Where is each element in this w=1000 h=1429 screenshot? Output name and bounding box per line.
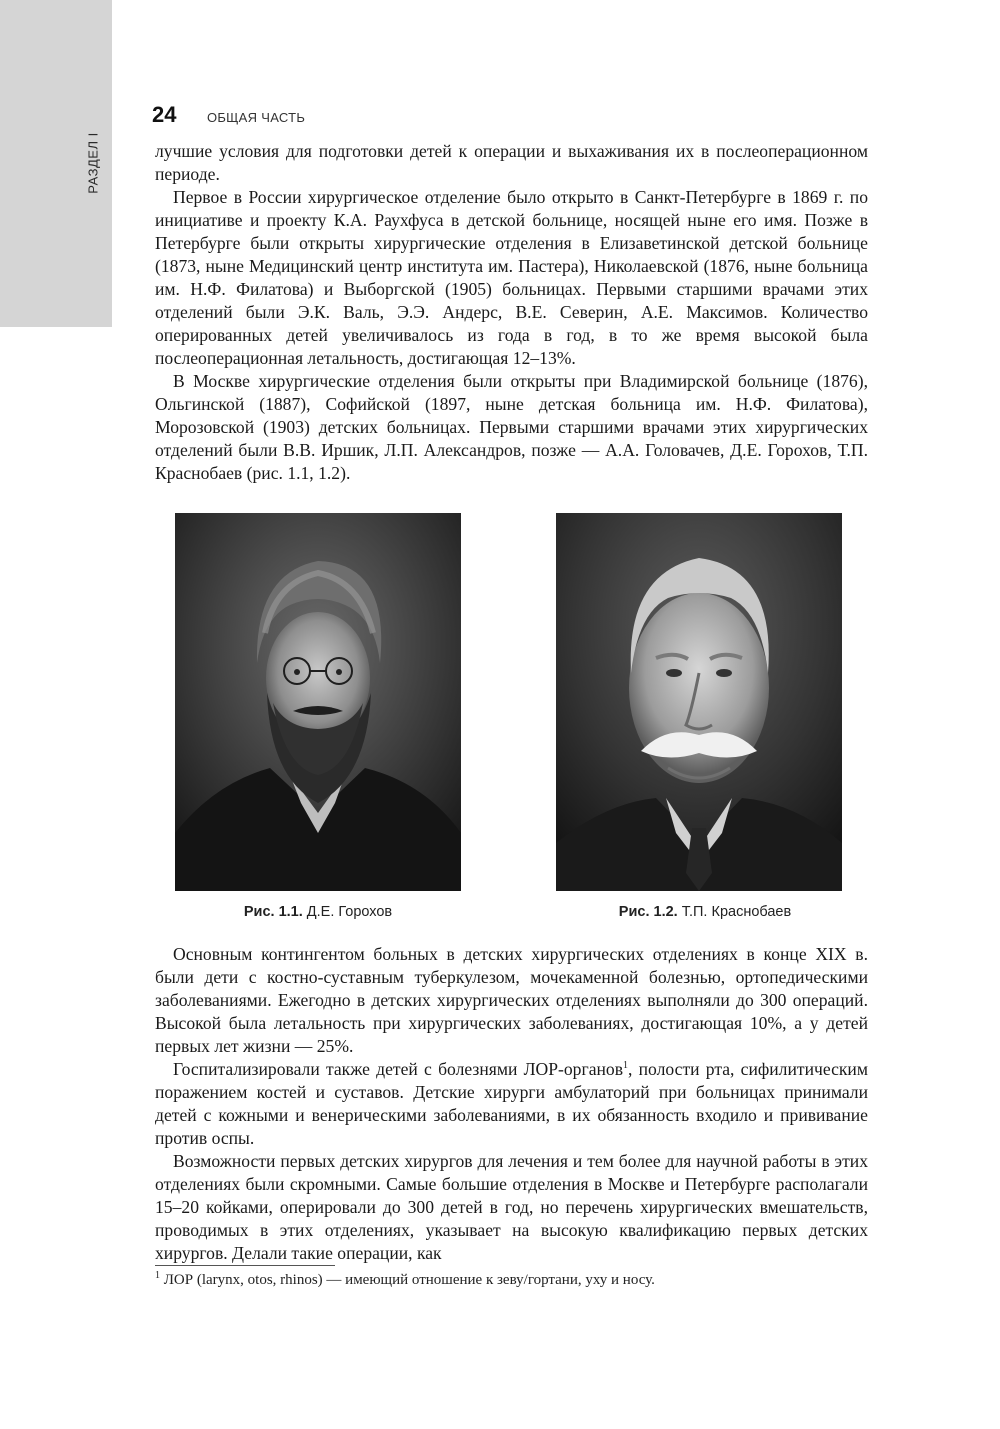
figure-1-caption bbox=[168, 904, 468, 920]
paragraph-part: Госпитализировали также детей с болезнями ЛОР-органов bbox=[173, 1059, 624, 1079]
paragraph: Основным контингентом больных в детских хирургических отделениях в конце XIX в. были дети с костно-суставным туберкулезом, мочекаменной болезнью, ортопедическими заболеваниями. Ежегодно в детских хирургических отделениях выполняли до 300 операций. Высокой была летальность при хирургических заболеваниях, достигающая 10%, а у детей первых лет жизни — 25%. bbox=[155, 944, 868, 1056]
footnote-ref: 1 bbox=[623, 1060, 629, 1072]
paragraph bbox=[155, 1058, 868, 1150]
figure-2-caption-text: Т.П. Краснобаев bbox=[681, 904, 792, 920]
running-title: ОБЩАЯ ЧАСТЬ bbox=[206, 110, 306, 125]
paragraph: Возможности первых детских хирургов для лечения и тем более для научной работы в этих отделениях были скромными. Самые большие отделения в Москве и Петербурге располагали 15–20 койками, оперировали до 300 детей в год, но перечень хирургических вмешательств, проводимых в этих отделениях, указывает на высокую квалификацию первых детских хирургов. Делали такие операции, как bbox=[155, 1151, 868, 1263]
figure-2-label: Рис. 1.2. bbox=[618, 904, 678, 920]
paragraph: Первое в России хирургическое отделение было открыто в Санкт-Петербурге в 1869 г. по инициативе и проекту К.А. Раухфуса в детской больнице, носящей ныне его имя. Позже в Петербурге были открыты хирургические отделения в Елизаветинской детской больнице (1873, ныне Медицинский центр института им. Пастера), Николаевской (1876, ныне больница им. Н.Ф. Филатова) и Выборгской (1905) больницах. Первыми старшими врачами этих отделений были Э.К. Валь, Э.Э. Андерс, В.Е. Северин, А.Е. Максимов. Количество оперированных детей увеличивалось из года в год, в то же время высокой была послеоперационная летальность, достигающая 12–13%. bbox=[155, 187, 868, 368]
figure-1-caption-text: Д.Е. Горохов bbox=[306, 904, 393, 920]
figure-1-label: Рис. 1.1. bbox=[243, 904, 303, 920]
page-header bbox=[152, 102, 305, 128]
page-number: 24 bbox=[152, 102, 177, 127]
figure-2-caption bbox=[555, 904, 855, 920]
footnote-text: ЛОР (larynx, otos, rhinos) — имеющий отношение к зеву/гортани, уху и носу. bbox=[160, 1272, 655, 1288]
section-side-tab bbox=[0, 0, 112, 327]
paragraph: лучшие условия для подготовки детей к операции и выхаживания их в послеоперационном периоде. bbox=[155, 141, 868, 184]
section-label: РАЗДЕЛ I bbox=[85, 132, 101, 194]
paragraph: В Москве хирургические отделения были открыты при Владимирской больнице (1876), Ольгинской (1887), Софийской (1897, ныне детская больница им. Н.Ф. Филатова), Морозовской (1903) детских больницах. Первыми старшими врачами этих хирургических отделений были В.В. Иршик, Л.П. Александров, позже — А.А. Головачев, Д.Е. Горохов, Т.П. Краснобаев (рис. 1.1, 1.2). bbox=[155, 371, 868, 483]
footnote bbox=[155, 1270, 868, 1290]
footnote-marker: 1 bbox=[155, 1270, 160, 1281]
paragraph-part: , полости рта, сифилитическим поражением костей и суставов. Детские хирурги амбулаторий при больницах принимали детей с кожными и венерическими заболеваниями, в их обязанность входило и прививание против оспы. bbox=[155, 1059, 868, 1148]
figure-1 bbox=[175, 513, 461, 891]
body-text-top bbox=[155, 140, 868, 485]
figure-2 bbox=[556, 513, 842, 891]
footnote-divider bbox=[155, 1265, 335, 1266]
portrait-photo-gorokhov bbox=[175, 513, 461, 891]
body-text-bottom bbox=[155, 943, 868, 1265]
portrait-photo-krasnobaev bbox=[556, 513, 842, 891]
